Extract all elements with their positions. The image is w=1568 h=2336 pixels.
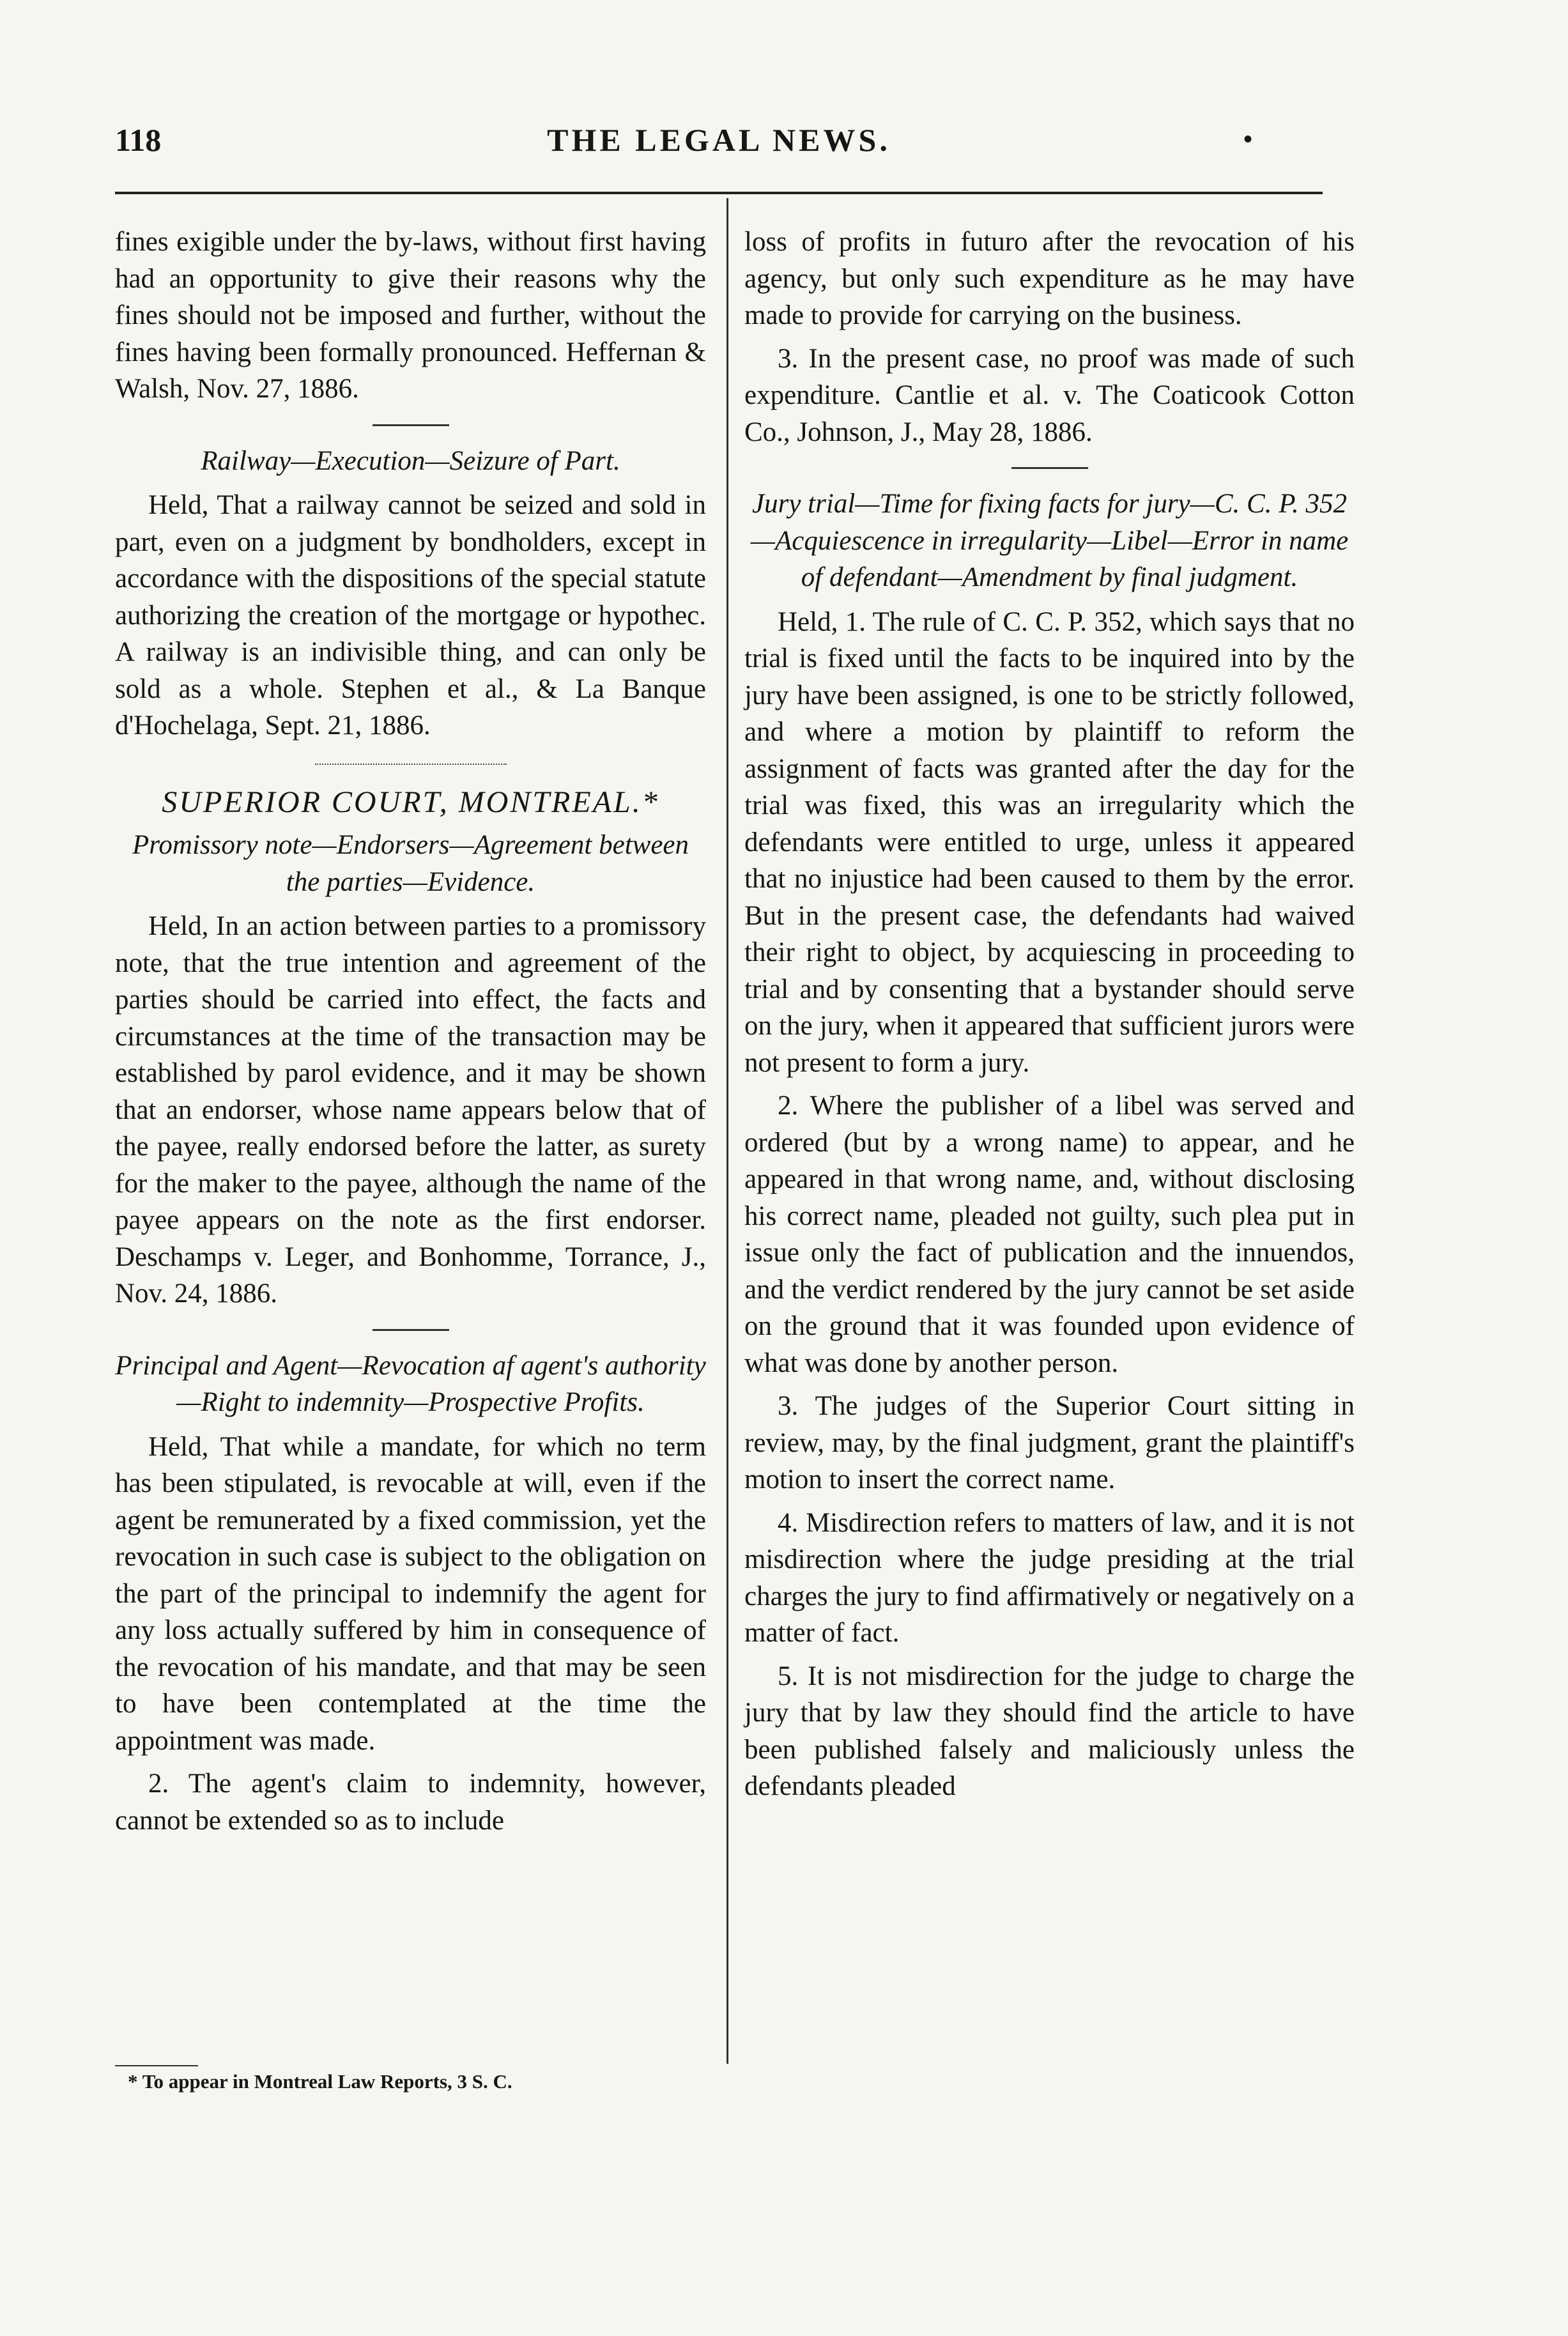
running-title: THE LEGAL NEWS. [547, 122, 891, 158]
court-heading: SUPERIOR COURT, MONTREAL.* [162, 785, 659, 819]
left-column [115, 224, 706, 1845]
section-divider [373, 1329, 449, 1331]
header-mark: • [1243, 125, 1252, 153]
section-heading: Principal and Agent—Revocation af agent's authority—Right to indemnity—Prospective Profits. [115, 1350, 706, 1417]
paragraph: Held, That a railway cannot be seized and sold in part, even on a judgment by bondholders, except in accordance with the dispositions of the special statute authorizing the creation of the mortgage or hypothec. A railway is an indivisible thing, and can only be sold as a whole. Stephen et al., & La Banque d'Hochelaga, Sept. 21, 1886. [115, 490, 706, 741]
page-header [115, 115, 1323, 173]
paragraph: 2. Where the publisher of a libel was served and ordered (but by a wrong name) to appear, and he appeared in that wrong name, and, without disclosing his correct name, pleaded not guilty, such plea put in issue only the fact of publication and the innuendos, and the verdict rendered by the jury cannot be set aside on the ground that it was founded upon evidence of what was done by another person. [744, 1091, 1355, 1378]
footnote: * To appear in Montreal Law Reports, 3 S. C. [128, 2070, 512, 2093]
paragraph: 3. The judges of the Superior Court sitting in review, may, by the final judgment, grant the plaintiff's motion to insert the correct name. [744, 1391, 1355, 1495]
column-divider [726, 198, 728, 2064]
header-rule [115, 192, 1323, 194]
section-divider [315, 764, 507, 765]
section-heading: Jury trial—Time for fixing facts for jury—C. C. P. 352—Acquiescence in irregularity—Libel—Error in name of defendant—Amendment by final judgment. [750, 489, 1349, 592]
paragraph: Held, 1. The rule of C. C. P. 352, which says that no trial is fixed until the facts to be inquired into by the jury have been assigned, is one to be strictly followed, and where a motion by plaintiff to reform the assignment of facts was granted after the day for the trial was fixed, this was an irregularity which the defendants were entitled to urge, unless it appeared that no injustice had been caused to them by the error. But in the present case, the defendants had waived their right to object, by acquiescing in proceeding to trial and by consenting that a bystander should serve on the jury, when it appeared that sufficient jurors were not present to form a jury. [744, 606, 1355, 1078]
paragraph: fines exigible under the by-laws, without first having had an opportunity to give their reasons why the fines should not be imposed and further, without the fines having been formally pronounced. Heffernan & Walsh, Nov. 27, 1886. [115, 227, 706, 404]
paragraph: Held, That while a mandate, for which no term has been stipulated, is revocable at will, even if the agent be remunerated by a fixed commission, yet the revocation in such case is subject to the obligation on the part of the principal to indemnify the agent for any loss actually suffered by him in consequence of the revocation of his mandate, and that may be seen to have been contemplated at the time the appointment was made. [115, 1431, 706, 1756]
section-divider [373, 424, 449, 426]
paragraph: loss of profits in futuro after the revocation of his agency, but only such expenditure as he may have made to provide for carrying on the business. [744, 227, 1355, 330]
section-divider [1011, 467, 1088, 469]
paragraph: 4. Misdirection refers to matters of law, and it is not misdirection where the judge presiding at the trial charges the jury to find affirmatively or negatively on a matter of fact. [744, 1507, 1355, 1648]
paragraph: Held, In an action between parties to a promissory note, that the true intention and agreement of the parties should be carried into effect, the facts and circumstances at the time of the transaction may be established by parol evidence, and it may be shown that an endorser, whose name appears below that of the payee, really endorsed before the latter, as surety for the maker to the payee, although the name of the payee appears on the note as the first endorser. Deschamps v. Leger, and Bonhomme, Torrance, J., Nov. 24, 1886. [115, 911, 706, 1309]
paragraph: 5. It is not misdirection for the judge to charge the jury that by law they should find the article to have been published falsely and maliciously unless the defendants pleaded [744, 1661, 1355, 1801]
paragraph: 3. In the present case, no proof was made of such expenditure. Cantlie et al. v. The Coaticook Cotton Co., Johnson, J., May 28, 1886. [744, 343, 1355, 447]
page-number: 118 [115, 122, 162, 158]
section-heading: Promissory note—Endorsers—Agreement between the parties—Evidence. [132, 830, 689, 897]
paragraph: 2. The agent's claim to indemnity, however, cannot be extended so as to include [115, 1769, 706, 1836]
footnote-rule [115, 2065, 198, 2066]
section-heading: Railway—Execution—Seizure of Part. [201, 445, 620, 476]
right-column [744, 224, 1355, 1811]
